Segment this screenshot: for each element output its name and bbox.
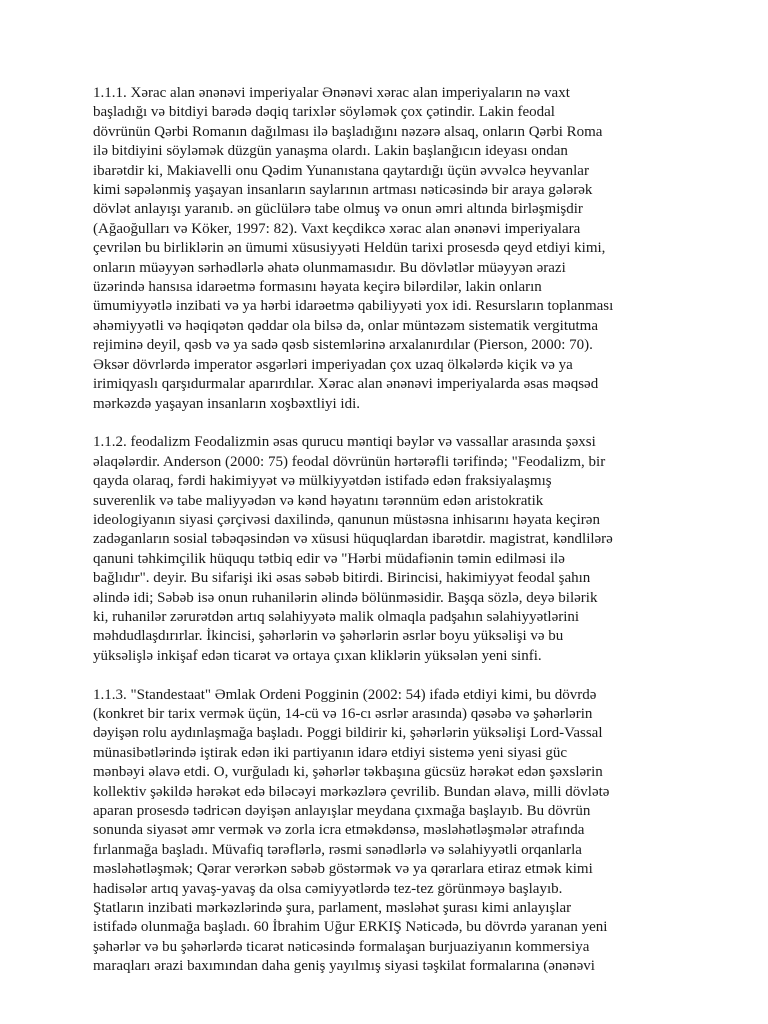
paragraph-feodalizm: 1.1.2. feodalizm Feodalizmin əsas qurucu məntiqi bəylər və vassallar arasında şəxsi əlaqələrdir. Anderson (2000: 75) feodal dövrünün hərtərəfli tərifində; "Feodalizm, bir qayda olaraq, fərdi hakimiyyət və mülkiyyətdən istifadə edən fraksiyalaşmış suverenlik və tabe maliyyədən və kənd həyatını tərənnüm edən aristokratik ideologiyanın siyasi çərçivəsi daxilində, qanunun müstəsna inhisarını həyata keçirən zadəganların sosial təbəqəsindən və xüsusi hüquqlardan ibarətdir. magistrat, kəndlilərə qanuni təhkimçilik hüququ tətbiq edir və "Hərbi müdafiənin təmin edilməsi ilə bağlıdır". deyir. Bu sifarişi iki əsas səbəb bitirdi. Birincisi, hakimiyyət feodal şahın əlində idi; Səbəb isə onun ruhanilərin əlində bölünməsidir. Başqa sözlə, deyə bilərik ki, ruhanilər zərurətdən artıq səlahiyyətə malik olmaqla padşahın səlahiyyətlərini məhdudlaşdırırlar. İkincisi, şəhərlərin və şəhərlərin əsrlər boyu yüksəlişi və bu yüksəlişlə inkişaf edən ticarət və ortaya çıxan kliklərin yüksələn yeni sinfi. xyxy=(93,434,613,664)
paragraph-standestaat: 1.1.3. "Standestaat" Əmlak Ordeni Pogginin (2002: 54) ifadə etdiyi kimi, bu dövrdə (konkret bir tarix vermək üçün, 14-cü və 16-cı əsrlər arasında) qəsəbə və şəhərlərin dəyişən rolu aydınlaşmağa başladı. Poggi bildirir ki, şəhərlərin yüksəlişi Lord-Vassal münasibətlərində iştirak edən iki partiyanın idarə etdiyi sistemə yeni siyasi güc mənbəyi əlavə etdi. O, vurğuladı ki, şəhərlər təkbaşına gücsüz hərəkət edən şəxslərin kollektiv şəkildə hərəkət edə biləcəyi mərkəzlərə çevrilib. Bundan əlavə, milli dövlətə aparan prosesdə tədricən dəyişən anlayışlar meydana çıxmağa başlayıb. Bu dövrün sonunda siyasət əmr vermək və zorla icra etməkdənsə, məsləhətləşmələr ətrafında fırlanmağa başladı. Müvafiq tərəflərlə, rəsmi sənədlərlə və səlahiyyətli orqanlarla məsləhətləşmək; Qərar verərkən səbəb göstərmək və ya qərarlara etiraz etmək kimi hadisələr artıq yavaş-yavaş da olsa cəmiyyətlərdə tez-tez görünməyə başlayıb. Ştatların inzibati mərkəzlərində şura, parlament, məsləhət şurası kimi anlayışlar istifadə olunmağa başladı. 60 İbrahim Uğur ERKIŞ Nəticədə, bu dövrdə yaranan yeni şəhərlər və bu şəhərlərdə ticarət nəticəsində formalaşan burjuaziyanın kommersiya maraqları ərazi baxımından daha geniş yayılmış siyasi təşkilat formalarına (ənənəvi xyxy=(93,686,610,975)
paragraph-xerac-imperiyalar: 1.1.1. Xərac alan ənənəvi imperiyalar Ənənəvi xərac alan imperiyaların nə vaxt başladığı və bitdiyi barədə dəqiq tarixlər söyləmək çox çətindir. Lakin feodal dövrünün Qərbi Romanın dağılması ilə başladığını nəzərə alsaq, onların Qərbi Roma ilə bitdiyini söyləmək düzgün yanaşma olardı. Lakin başlanğıcın ideyası ondan ibarətdir ki, Makiavelli onu Qədim Yunanıstana qaytardığı üçün əvvəlcə heyvanlar kimi səpələnmiş yaşayan insanların saylarının artması nəticəsində bir araya gələrək dövlət anlayışı yaranıb. ən güclülərə tabe olmuş və onun əmri altında birləşmişdir (Ağaoğulları və Köker, 1997: 82). Vaxt keçdikcə xərac alan ənənəvi imperiyalara çevrilən bu birliklərin ən ümumi xüsusiyyəti Heldün tarixi prosesdə qeyd etdiyi kimi, onların müəyyən sərhədlərlə əhatə olunmamasıdır. Bu dövlətlər müəyyən ərazi üzərində hansısa idarəetmə formasını həyata keçirə bilərdilər, lakin onların ümumiyyətlə inzibati və ya hərbi idarəetmə qabiliyyəti yox idi. Resursların toplanması əhəmiyyətli və həqiqətən qəddar ola bilsə də, onlar müntəzəm sistematik vergitutma rejiminə deyil, qəsb və ya sadə qəsb sistemlərinə arxalanırdılar (Pierson, 2000: 70). Əksər dövrlərdə imperator əsgərləri imperiyadan çox uzaq ölkələrdə kiçik və ya irimiqyaslı qarşıdurmalar aparırdılar. Xərac alan ənənəvi imperiyalarda əsas məqsəd mərkəzdə yaşayan insanların xoşbəxtliyi idi. xyxy=(93,85,614,412)
document-page xyxy=(93,84,678,977)
